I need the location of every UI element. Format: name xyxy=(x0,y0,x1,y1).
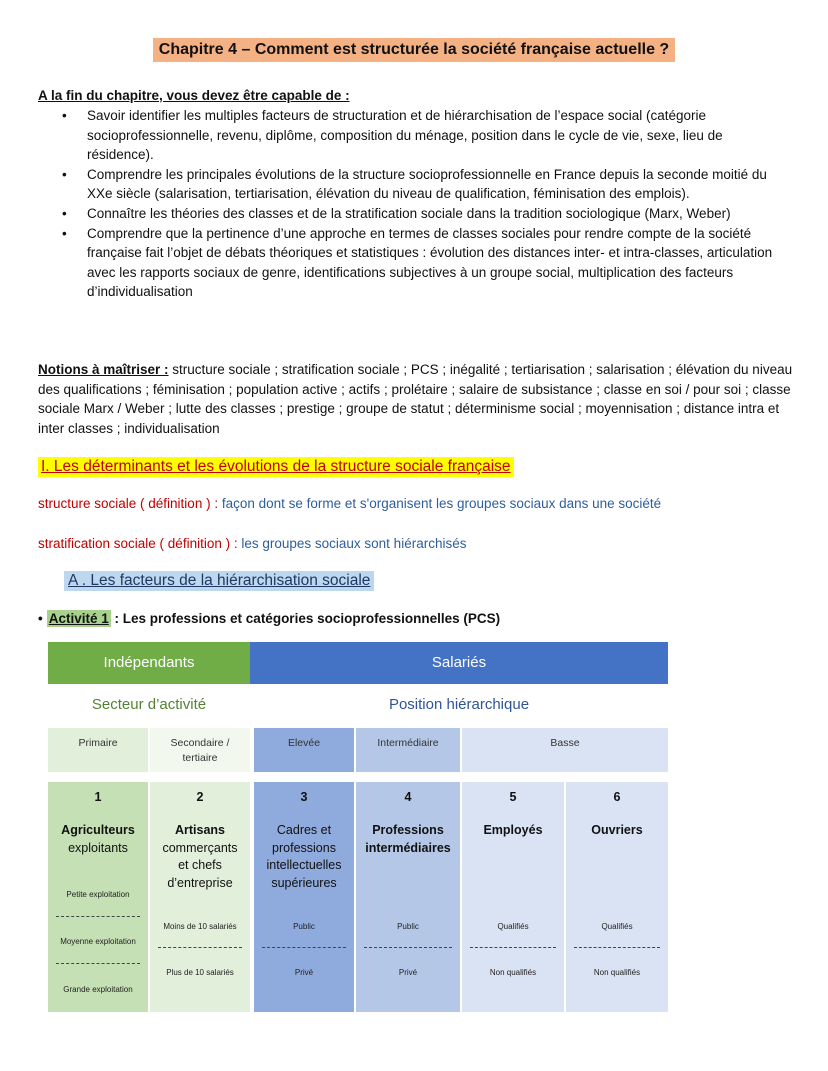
pcs-column-2 xyxy=(150,782,250,1012)
section-1-heading: I. Les déterminants et les évolutions de la structure sociale française xyxy=(38,457,514,477)
divider xyxy=(470,947,556,948)
pcs-sub: Grande exploitation xyxy=(63,985,133,994)
bullet: • xyxy=(38,611,43,626)
pcs-number: 6 xyxy=(613,790,621,804)
pcs-column-3 xyxy=(254,782,354,1012)
divider xyxy=(364,947,451,948)
objective-item: • Savoir identifier les multiples facteurs de structuration et de hiérarchisation de l’espace social (catégorie socioprofessionnelle, revenu, diplôme, composition du ménage, position dans le cycle de vie, sexe, lieu de résidence). xyxy=(62,106,792,165)
pcs-sub: Moyenne exploitation xyxy=(60,937,136,946)
pcs-name xyxy=(254,822,354,892)
divider xyxy=(56,916,140,917)
pcs-column-6 xyxy=(566,782,668,1012)
title-wrap xyxy=(0,38,828,62)
notions-paragraph xyxy=(38,360,798,438)
pcs-number: 4 xyxy=(404,790,412,804)
definition-text: les groupes sociaux sont hiérarchisés xyxy=(237,536,467,551)
divider xyxy=(56,963,140,964)
pcs-name-bold: Professions intermédiaires xyxy=(365,823,451,855)
divider xyxy=(262,947,346,948)
pcs-sub: Privé xyxy=(398,968,418,977)
pcs-name-bold: Artisans xyxy=(174,823,226,837)
pcs-column-4 xyxy=(356,782,460,1012)
level-elevee: Elevée xyxy=(254,728,354,772)
header-independants: Indépendants xyxy=(48,642,250,684)
definition-structure xyxy=(38,496,661,511)
activity-badge: Activité 1 xyxy=(48,611,109,626)
pcs-sub: Non qualifiés xyxy=(489,968,537,977)
objective-item: • Comprendre que la pertinence d’une approche en termes de classes sociales pour rendre compte de la société française fait l’objet de débats théoriques et statistiques : évolution des distances inter- et intra-classes, articulation avec les rapports sociaux de genre, identifications subjectives à un groupe social, multiplication des facteurs d’individualisation xyxy=(62,224,792,302)
pcs-name xyxy=(462,822,564,840)
pcs-number: 2 xyxy=(196,790,204,804)
pcs-name xyxy=(356,822,460,857)
level-basse: Basse xyxy=(462,728,668,772)
activity-1-line xyxy=(38,611,500,626)
pcs-name-bold: Employés xyxy=(483,823,543,837)
notions-label: Notions à maîtriser : xyxy=(38,362,169,377)
pcs-table xyxy=(48,642,670,1014)
header-salaries: Salariés xyxy=(250,642,668,684)
pcs-name xyxy=(150,822,250,892)
pcs-name-rest: commerçants et chefs d’entreprise xyxy=(162,840,238,890)
section-a-heading: A . Les facteurs de la hiérarchisation sociale xyxy=(64,571,374,591)
divider xyxy=(158,947,242,948)
definition-text: façon dont se forme et s'organisent les groupes sociaux dans une société xyxy=(218,496,662,511)
pcs-name-rest: exploitants xyxy=(68,840,128,855)
pcs-sub: Non qualifiés xyxy=(593,968,641,977)
pcs-name-rest: Cadres et professions intellectuelles supérieures xyxy=(266,823,342,890)
activity-text: : Les professions et catégories socioprofessionnelles (PCS) xyxy=(110,611,501,626)
notions-text: structure sociale ; stratification sociale ; PCS ; inégalité ; tertiarisation ; salarisation ; élévation du niveau des qualifications ; féminisation ; population active ; actifs ; prolétaire ; salaire de subsistance ; classe en soi / pour soi ; classe sociale Marx / Weber ; lutte des classes ; prestige ; groupe de statut ; déterminisme social ; moyennisation ; distance intra et inter classes ; individualisation xyxy=(38,362,793,436)
chapter-title: Chapitre 4 – Comment est structurée la société française actuelle ? xyxy=(153,38,675,62)
divider xyxy=(574,947,660,948)
pcs-column-5 xyxy=(462,782,564,1012)
level-primaire: Primaire xyxy=(48,728,148,772)
objective-item: • Connaître les théories des classes et de la stratification sociale dans la tradition sociologique (Marx, Weber) xyxy=(62,204,792,224)
level-intermediaire: Intermédiaire xyxy=(356,728,460,772)
objectives-list xyxy=(62,106,792,302)
level-secondaire xyxy=(150,728,250,772)
pcs-sub: Plus de 10 salariés xyxy=(166,968,234,977)
pcs-sub: Privé xyxy=(294,968,314,977)
definition-term: stratification sociale ( définition ) : xyxy=(38,536,238,551)
pcs-sub: Public xyxy=(397,922,419,931)
objective-item: • Comprendre les principales évolutions de la structure socioprofessionnelle en France depuis la seconde moitié du XXe siècle (salarisation, tertiarisation, élévation du niveau de qualification, féminisation des emplois). xyxy=(62,165,792,204)
definition-term: structure sociale ( définition ) : xyxy=(38,496,219,511)
pcs-name xyxy=(566,822,668,840)
pcs-number: 5 xyxy=(509,790,517,804)
pcs-sub: Moins de 10 salariés xyxy=(163,922,237,931)
definition-stratification xyxy=(38,536,466,551)
pcs-name xyxy=(48,822,148,857)
pcs-name-bold: Ouvriers xyxy=(591,823,643,837)
level-secondaire-label: Secondaire / tertiaire xyxy=(170,737,230,764)
pcs-sub: Public xyxy=(293,922,315,931)
pcs-sub: Qualifiés xyxy=(601,922,633,931)
pcs-column-1 xyxy=(48,782,148,1012)
objectives-heading: A la fin du chapitre, vous devez être capable de : xyxy=(38,88,350,103)
pcs-number: 1 xyxy=(94,790,102,804)
pcs-name-bold: Agriculteurs xyxy=(61,823,135,837)
subheader-secteur: Secteur d’activité xyxy=(91,696,207,713)
pcs-sub: Qualifiés xyxy=(497,922,529,931)
pcs-number: 3 xyxy=(300,790,308,804)
subheader-position: Position hiérarchique xyxy=(388,696,530,713)
pcs-sub: Petite exploitation xyxy=(66,890,130,899)
